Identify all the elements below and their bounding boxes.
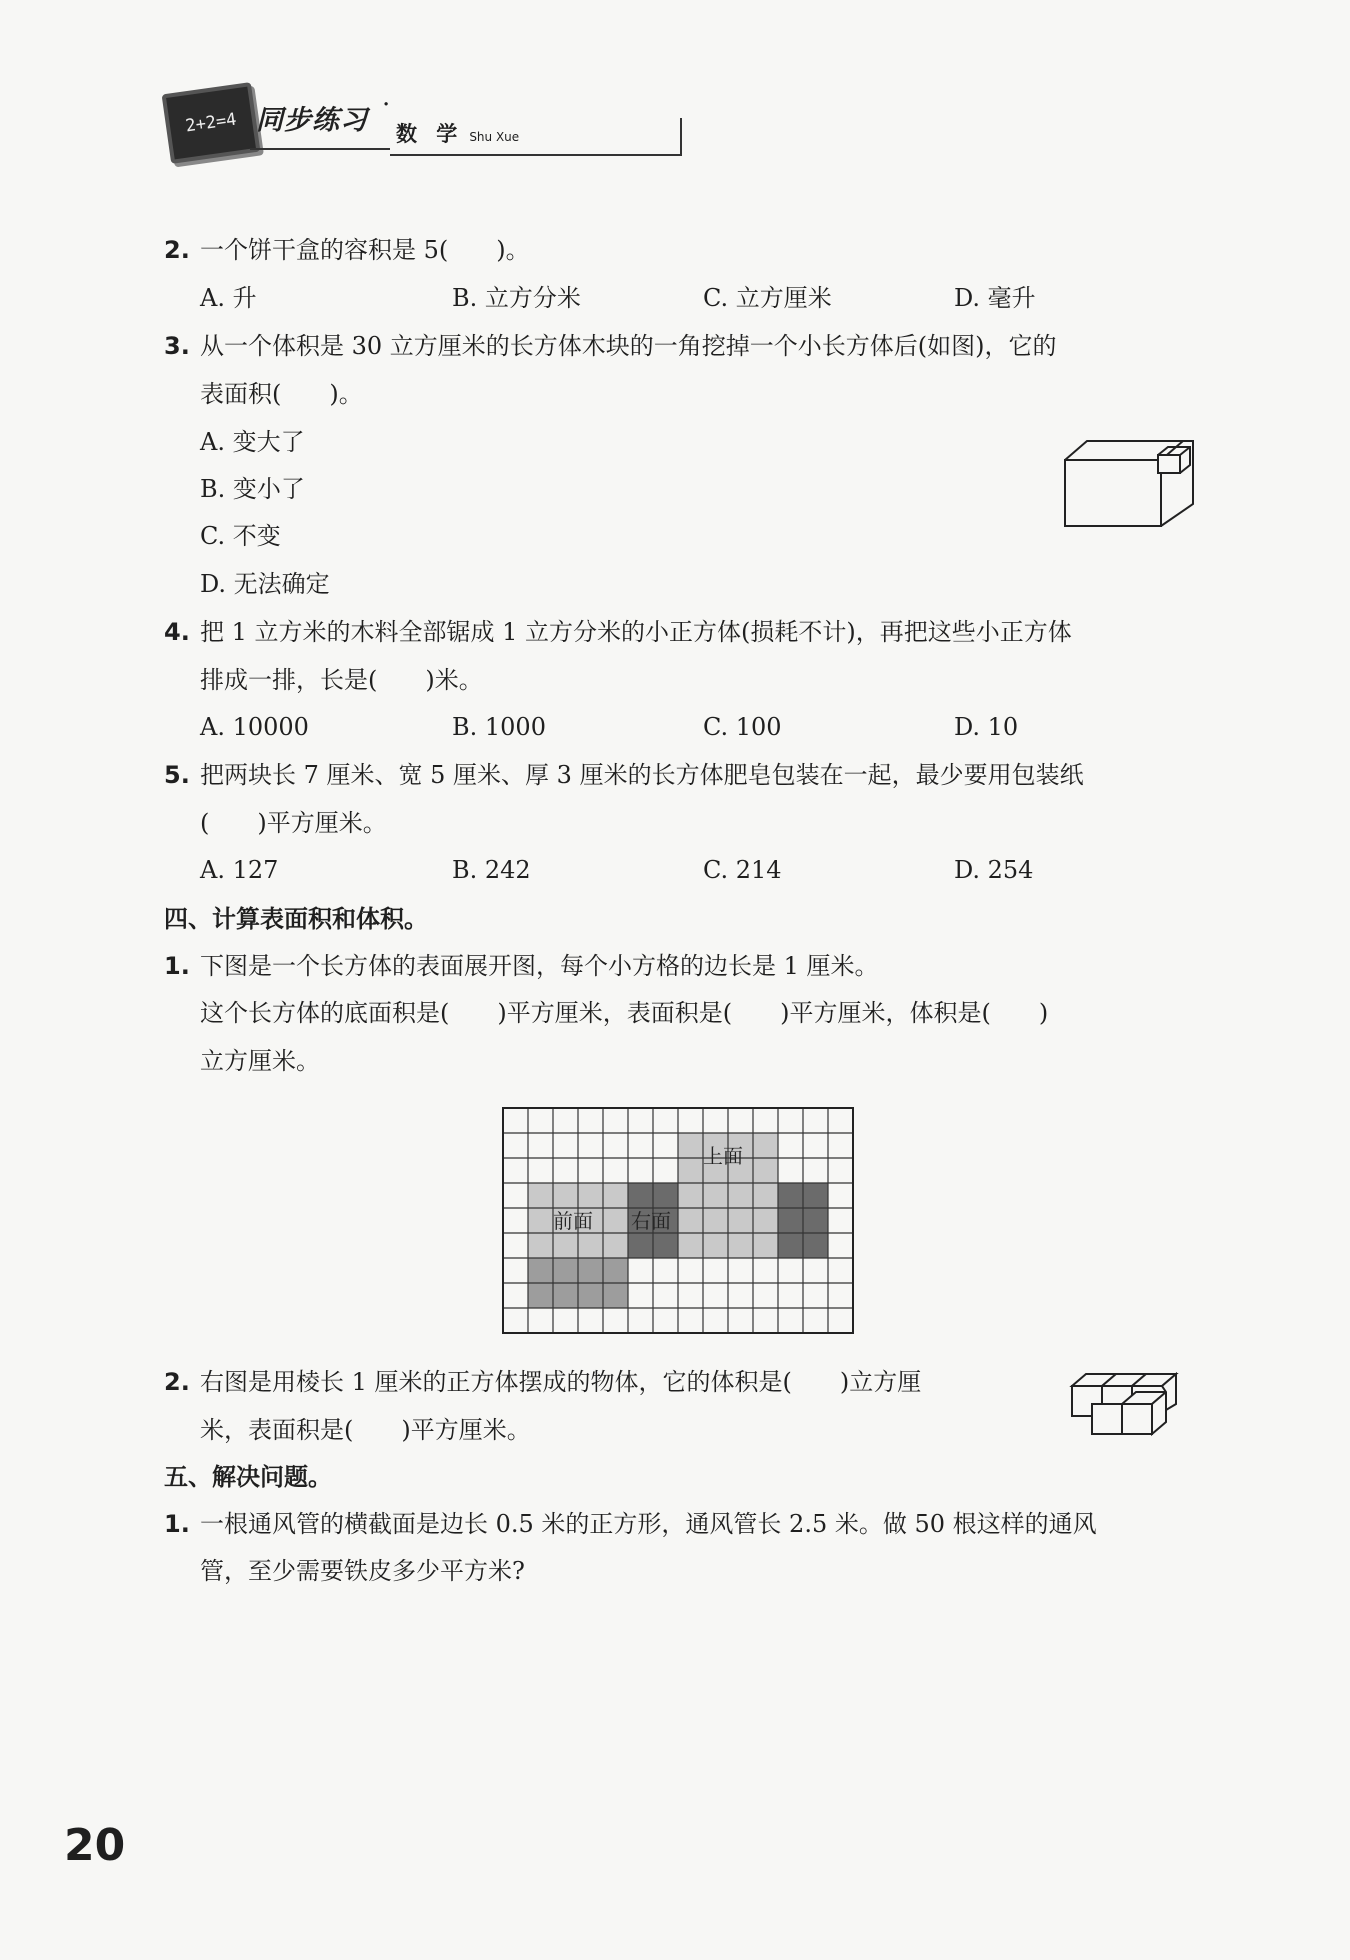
net-label-front: 前面 bbox=[553, 1209, 593, 1233]
net-label-right: 右面 bbox=[631, 1209, 671, 1233]
q5-option-a: A. 127 bbox=[200, 856, 279, 884]
q2-option-b: B. 立方分米 bbox=[452, 284, 581, 312]
question-5-cont: ( )平方厘米。 bbox=[200, 809, 387, 837]
s5-question-1-cont: 管，至少需要铁皮多少平方米? bbox=[200, 1557, 525, 1585]
q5-option-c: C. 214 bbox=[703, 856, 782, 884]
q2-option-c: C. 立方厘米 bbox=[703, 284, 832, 312]
question-4-cont: 排成一排，长是( )米。 bbox=[200, 666, 483, 694]
question-5: 5. 把两块长 7 厘米、宽 5 厘米、厚 3 厘米的长方体肥皂包装在一起，最少要用包装纸 bbox=[164, 761, 1084, 789]
q4-option-c: C. 100 bbox=[703, 713, 782, 741]
title-dot: · bbox=[382, 90, 391, 120]
question-3-cont: 表面积( )。 bbox=[200, 380, 363, 408]
q4-option-d: D. 10 bbox=[954, 713, 1019, 741]
q3-option-c: C. 不变 bbox=[200, 522, 281, 550]
header bbox=[160, 78, 520, 173]
section-5-title: 五、解决问题。 bbox=[164, 1463, 332, 1491]
blackboard-logo-icon: 2+2=4 bbox=[162, 82, 261, 164]
subject-label: 数 学 Shu Xue bbox=[390, 118, 682, 156]
cut-box-figure bbox=[1060, 438, 1200, 530]
s4-question-2: 2. 右图是用棱长 1 厘米的正方体摆成的物体，它的体积是( )立方厘 bbox=[164, 1368, 922, 1396]
q2-option-d: D. 毫升 bbox=[954, 284, 1036, 312]
s4-question-1: 1. 下图是一个长方体的表面展开图，每个小方格的边长是 1 厘米。 bbox=[164, 952, 879, 980]
question-2: 2. 一个饼干盒的容积是 5( )。 bbox=[164, 236, 530, 264]
q3-option-b: B. 变小了 bbox=[200, 475, 305, 503]
s4-question-1-line2: 这个长方体的底面积是( )平方厘米，表面积是( )平方厘米，体积是( ) bbox=[200, 999, 1049, 1027]
q4-option-b: B. 1000 bbox=[452, 713, 546, 741]
question-4: 4. 把 1 立方米的木料全部锯成 1 立方分米的小正方体(损耗不计)，再把这些小正方体 bbox=[164, 618, 1072, 646]
net-label-top: 上面 bbox=[703, 1144, 743, 1168]
q2-option-a: A. 升 bbox=[200, 284, 257, 312]
s5-question-1: 1. 一根通风管的横截面是边长 0.5 米的正方形，通风管长 2.5 米。做 50 根这样的通风 bbox=[164, 1510, 1097, 1538]
cuboid-net-diagram bbox=[503, 1108, 853, 1333]
question-3: 3. 从一个体积是 30 立方厘米的长方体木块的一角挖掉一个小长方体后(如图)，它的 bbox=[164, 332, 1057, 360]
q5-option-b: B. 242 bbox=[452, 856, 531, 884]
section-4-title: 四、计算表面积和体积。 bbox=[164, 905, 428, 933]
book-title: 同步练习 bbox=[256, 105, 368, 136]
s4-question-1-line3: 立方厘米。 bbox=[200, 1047, 320, 1075]
q4-option-a: A. 10000 bbox=[200, 713, 309, 741]
q3-option-a: A. 变大了 bbox=[200, 428, 305, 456]
q3-option-d: D. 无法确定 bbox=[200, 570, 330, 598]
header-underline bbox=[250, 148, 390, 150]
q5-option-d: D. 254 bbox=[954, 856, 1034, 884]
page-number: 20 bbox=[64, 1820, 126, 1871]
stacked-cubes-figure bbox=[1070, 1364, 1190, 1439]
s4-question-2-cont: 米，表面积是( )平方厘米。 bbox=[200, 1416, 531, 1444]
